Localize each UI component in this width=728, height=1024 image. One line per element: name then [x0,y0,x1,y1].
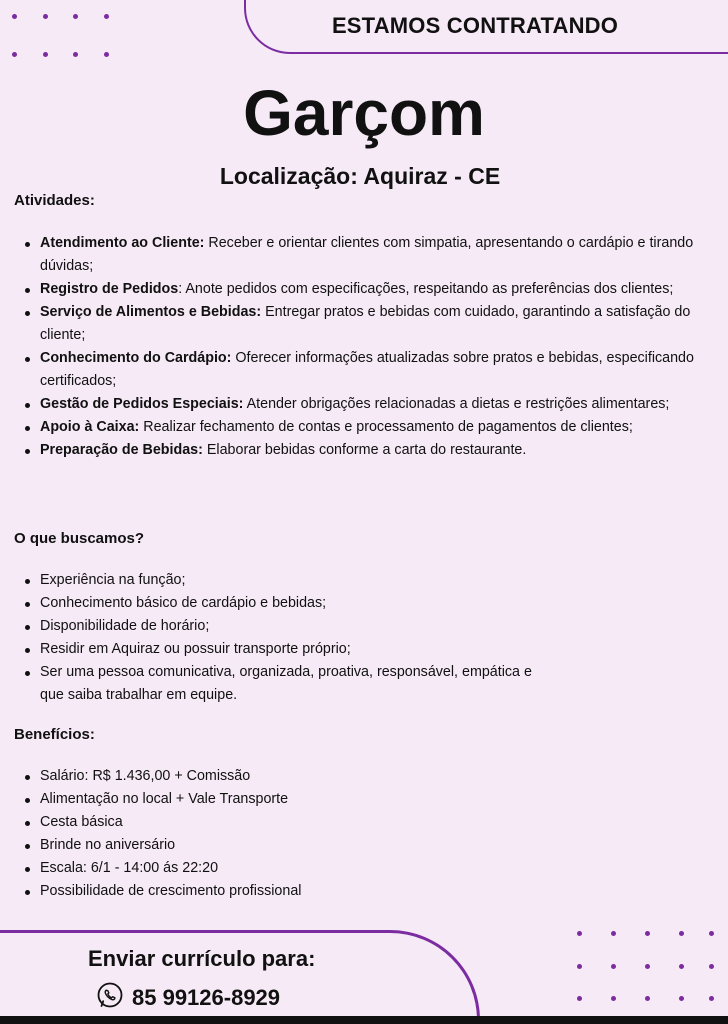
contact-phone[interactable] [96,981,280,1014]
list-item: Escala: 6/1 - 14:00 ás 22:20 [14,857,720,880]
list-item: Conhecimento do Cardápio: Oferecer informações atualizadas sobre pratos e bebidas, especificando certificados; [14,347,720,393]
list-item: Conhecimento básico de cardápio e bebidas; [14,592,534,615]
activities-list [14,232,720,462]
list-item: Apoio à Caixa: Realizar fechamento de contas e processamento de pagamentos de clientes; [14,416,720,439]
requirements-list [14,569,534,707]
list-item: Disponibilidade de horário; [14,615,534,638]
benefits-list [14,765,720,903]
list-item: Possibilidade de crescimento profissional [14,880,720,903]
list-item: Salário: R$ 1.436,00 + Comissão [14,765,720,788]
list-item: Brinde no aniversário [14,834,720,857]
job-location: Localização: Aquiraz - CE [219,163,501,189]
list-item: Gestão de Pedidos Especiais: Atender obrigações relacionadas a dietas e restrições alimentares; [14,393,720,416]
list-item: Alimentação no local + Vale Transporte [14,788,720,811]
whatsapp-icon [96,981,124,1014]
list-item: Serviço de Alimentos e Bebidas: Entregar pratos e bebidas com cuidado, garantindo a satisfação do cliente; [14,301,720,347]
list-item: Ser uma pessoa comunicativa, organizada, proativa, responsável, empática e que saiba trabalhar em equipe. [14,661,534,707]
activities-heading: Atividades: [14,192,95,209]
job-title: Garçom [243,77,485,149]
list-item: Registro de Pedidos: Anote pedidos com especificações, respeitando as preferências dos clientes; [14,278,720,301]
benefits-heading: Benefícios: [14,726,95,743]
hiring-banner-text: ESTAMOS CONTRATANDO [331,13,619,38]
list-item: Residir em Aquiraz ou possuir transporte próprio; [14,638,534,661]
requirements-heading: O que buscamos? [14,530,145,547]
hiring-banner [244,0,728,54]
activities-section [14,192,720,462]
bottom-bar [0,1016,728,1024]
phone-number[interactable]: 85 99126-8929 [132,984,281,1010]
list-item: Atendimento ao Cliente: Receber e orientar clientes com simpatia, apresentando o cardápio e tirando dúvidas; [14,232,720,278]
requirements-section [14,530,720,707]
list-item: Cesta básica [14,811,720,834]
send-resume-label: Enviar currículo para: [88,946,316,971]
list-item: Preparação de Bebidas: Elaborar bebidas conforme a carta do restaurante. [14,439,720,462]
list-item: Experiência na função; [14,569,534,592]
benefits-section [14,726,720,903]
